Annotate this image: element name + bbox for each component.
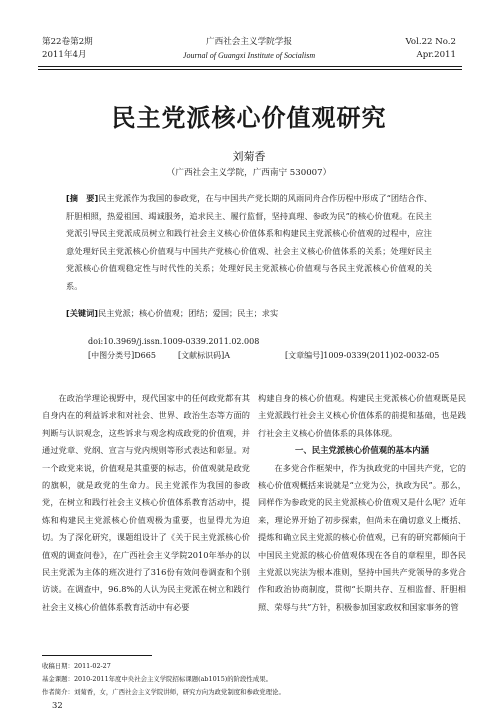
keywords-label: [关键词] — [66, 308, 99, 318]
journal-name-cn: 广西社会主义学院学报 — [206, 37, 292, 47]
body-paragraph: 在政治学理论视野中，现代国家中的任何政党都有其自身内在的利益诉求和对社会、世界、政治生态等方面的判断与认识观念，这些诉求与观念构成政党的价值观，并通过党章、党纲、宣言与党内规则等形式表达和彰显。对一个政党来说，价值观是其重要的标志，价值观就是政党的旗帜，就是政党的生命力。民主党派作为我国的参政党，在树立和践行社会主义核心价值体系教育活动中，提炼和构建民主党派核心价值观极为重要，也显得尤为迫切。为了深化研究，课题组设计了《关于民主党派核心价值观的调查问卷》，在广西社会主义学院2010年举办的以民主党派为主体的班次进行了316份有效问卷调查和个别访谈。在调查中，96.8%的人认为民主党派在树立和践行社会主义核心价值体系教育活动中有必要 — [42, 393, 250, 612]
footnote-received: 收稿日期：2011-02-27 — [42, 662, 111, 670]
article-title: 民主党派核心价值观研究 — [111, 104, 387, 132]
document-code: [文献标识码]A — [178, 351, 231, 360]
clc-number: [中图分类号]D665 — [88, 351, 156, 360]
author-affiliation: （广西社会主义学院，广西南宁 530007） — [166, 168, 332, 178]
body-right-column — [258, 390, 466, 616]
abstract-label: [摘 要] — [66, 193, 99, 203]
volume-en: Vol.22 No.2 — [405, 37, 456, 47]
header-right — [406, 36, 456, 62]
date-en: Apr.2011 — [416, 50, 456, 60]
body-left-column — [42, 390, 250, 616]
footnote-author: 作者简介：刘菊香，女，广西社会主义学院讲师，研究方向为政党制度和参政党理论。 — [42, 688, 285, 696]
keywords-text: 民主党派；核心价值观；团结；爱国；民主；求实 — [98, 308, 279, 318]
footnote-rule — [42, 655, 152, 656]
doi: doi:10.3969/j.issn.1009-0339.2011.02.008 — [88, 337, 260, 346]
volume-issue: 第22卷第2期 — [42, 37, 93, 47]
footnote-fund: 基金课题：2010-2011年度中央社会主义学院招标课题(ab1015)的阶段性成果。 — [42, 675, 272, 683]
abstract-text: 民主党派作为我国的参政党，在与中国共产党长期的风雨同舟合作历程中形成了“团结合作、肝胆相照，热爱祖国、竭诚服务，追求民主、履行监督，坚持真理、参政为民”的核心价值观。在民主党派引导民主党派成员树立和践行社会主义核心价值体系和构建民主党派核心价值观的过程中，应注意处理好民主党派核心价值观与中国共产党核心价值观、社会主义核心价值体系的关系；处理好民主党派核心价值观稳定性与时代性的关系；处理好民主党派核心价值观与各民主党派核心价值观的关系。 — [66, 193, 433, 291]
issue-date: 2011年4月 — [42, 50, 87, 60]
abstract — [66, 190, 432, 296]
running-header — [0, 36, 498, 66]
header-rule — [38, 66, 462, 67]
article-number: [文章编号]1009-0339(2011)02-0032-05 — [285, 351, 440, 360]
section-heading: 一、民主党派核心价值观的基本内涵 — [295, 445, 429, 456]
page-number: 32 — [52, 700, 63, 710]
body-paragraph: 在多党合作框架中，作为执政党的中国共产党，它的核心价值观概括来说就是“立党为公，执政为民”。那么，同样作为参政党的民主党派核心价值观又是什么呢？近年来，理论界开始了初步探索，但尚未在确切意义上概括、提炼和确立民主党派的核心价值观，已有的研究都倾向于中国民主党派的核心价值观体现在各自的章程里，即各民主党派以宪法为根本准则，坚持中国共产党领导的多党合作和政治协商制度，贯彻“长期共存、互相监督、肝胆相照、荣辱与共”方针，积极参加国家政权和国家事务的管 — [258, 462, 466, 612]
body-paragraph: 构建自身的核心价值观。构建民主党派核心价值观既是民主党派践行社会主义核心价值体系的前提和基础，也是践行社会主义核心价值体系的具体体现。 — [258, 393, 466, 438]
keywords — [66, 308, 432, 319]
author-name: 刘菊香 — [232, 150, 266, 163]
header-rule-thin — [38, 69, 462, 70]
journal-name-en: Journal of Guangxi Institute of Socialism — [182, 51, 316, 60]
